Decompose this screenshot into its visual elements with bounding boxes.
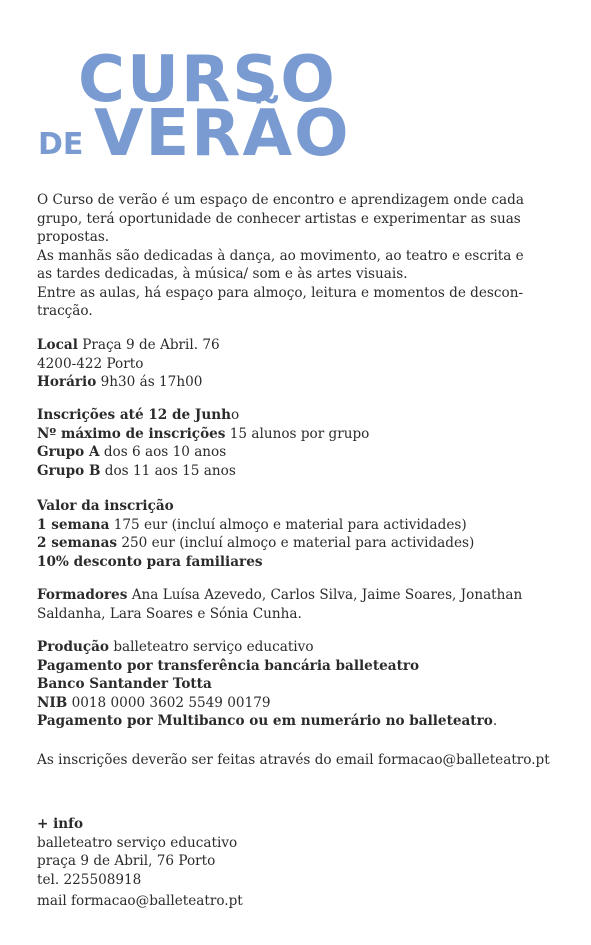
logo-curso: CURSO	[78, 43, 337, 117]
intro-line: as tardes dedicadas, à música/ som e às artes visuais.	[37, 266, 408, 282]
info-email: mail formacao@balleteatro.pt	[37, 893, 243, 909]
bank-line: Banco Santander Totta	[37, 676, 212, 692]
schedule-label: Horário	[37, 374, 97, 390]
inscricoes-section	[37, 406, 567, 480]
intro-line: propostas.	[37, 229, 110, 245]
local-label: Local	[37, 337, 78, 353]
intro-paragraph	[37, 191, 567, 321]
group-a-label: Grupo A	[37, 444, 100, 460]
max-label: Nº máximo de inscrições	[37, 425, 226, 442]
deadline-label: Inscrições até 12 de Junh	[37, 407, 231, 423]
nib-label: NIB	[37, 694, 68, 711]
logo	[38, 43, 351, 171]
max-value: 15 alunos por grupo	[225, 425, 370, 442]
info-line: praça 9 de Abril, 76 Porto	[37, 853, 216, 869]
email-note	[37, 751, 567, 770]
local-section	[37, 336, 567, 392]
week2-label: 2 semanas	[37, 535, 118, 551]
logo-verao: VERÃO	[94, 97, 351, 171]
discount: 10% desconto para familiares	[37, 553, 263, 570]
formadores-section	[37, 586, 567, 623]
info-section	[37, 815, 567, 911]
producao-label: Produção	[37, 639, 109, 655]
formadores-label: Formadores	[37, 587, 128, 603]
info-line: balleteatro serviço educativo	[37, 834, 238, 851]
nib-value: 0018 0000 3602 5549 00179	[67, 694, 271, 711]
week1-value: 175 eur (incluí almoço e material para actividades)	[109, 516, 467, 533]
formadores-line: Saldanha, Lara Soares e Sónia Cunha.	[37, 605, 302, 622]
producao-section	[37, 638, 567, 731]
week1-label: 1 semana	[37, 516, 110, 533]
logo-de: DE	[38, 127, 84, 162]
intro-line: tracção.	[37, 303, 93, 319]
info-line: tel. 225508918	[37, 871, 142, 888]
intro-line: grupo, terá oportunidade de conhecer artistas e experimentar as suas	[37, 210, 521, 227]
intro-line: Entre as aulas, há espaço para almoço, leitura e momentos de descon-	[37, 284, 524, 301]
transfer-line: Pagamento por transferência bancária balleteatro	[37, 657, 420, 674]
intro-line: O Curso de verão é um espaço de encontro e aprendizagem onde cada	[37, 192, 524, 208]
week2-value: 250 eur (incluí almoço e material para actividades)	[117, 535, 475, 551]
email-note-text: As inscrições deverão ser feitas através do email formacao@balleteatro.pt	[37, 752, 550, 768]
intro-line: As manhãs são dedicadas à dança, ao movimento, ao teatro e escrita e	[37, 247, 524, 264]
valor-title: Valor da inscrição	[37, 498, 174, 514]
local-address: Praça 9 de Abril. 76	[77, 337, 220, 353]
formadores-line: Ana Luísa Azevedo, Carlos Silva, Jaime Soares, Jonathan	[127, 587, 523, 603]
multibanco-line: Pagamento por Multibanco ou em numerário no balleteatro	[37, 713, 493, 729]
info-title: + info	[37, 816, 84, 832]
group-b-value: dos 11 aos 15 anos	[100, 462, 236, 479]
group-a-value: dos 6 aos 10 anos	[99, 444, 227, 460]
valor-section	[37, 497, 567, 571]
producao-value: balleteatro serviço educativo	[109, 639, 314, 655]
schedule-value: 9h30 ás 17h00	[96, 374, 203, 390]
local-postcode: 4200-422 Porto	[37, 355, 144, 372]
deadline-tail: o	[230, 407, 240, 423]
multibanco-tail: .	[492, 713, 498, 729]
group-b-label: Grupo B	[37, 462, 101, 479]
